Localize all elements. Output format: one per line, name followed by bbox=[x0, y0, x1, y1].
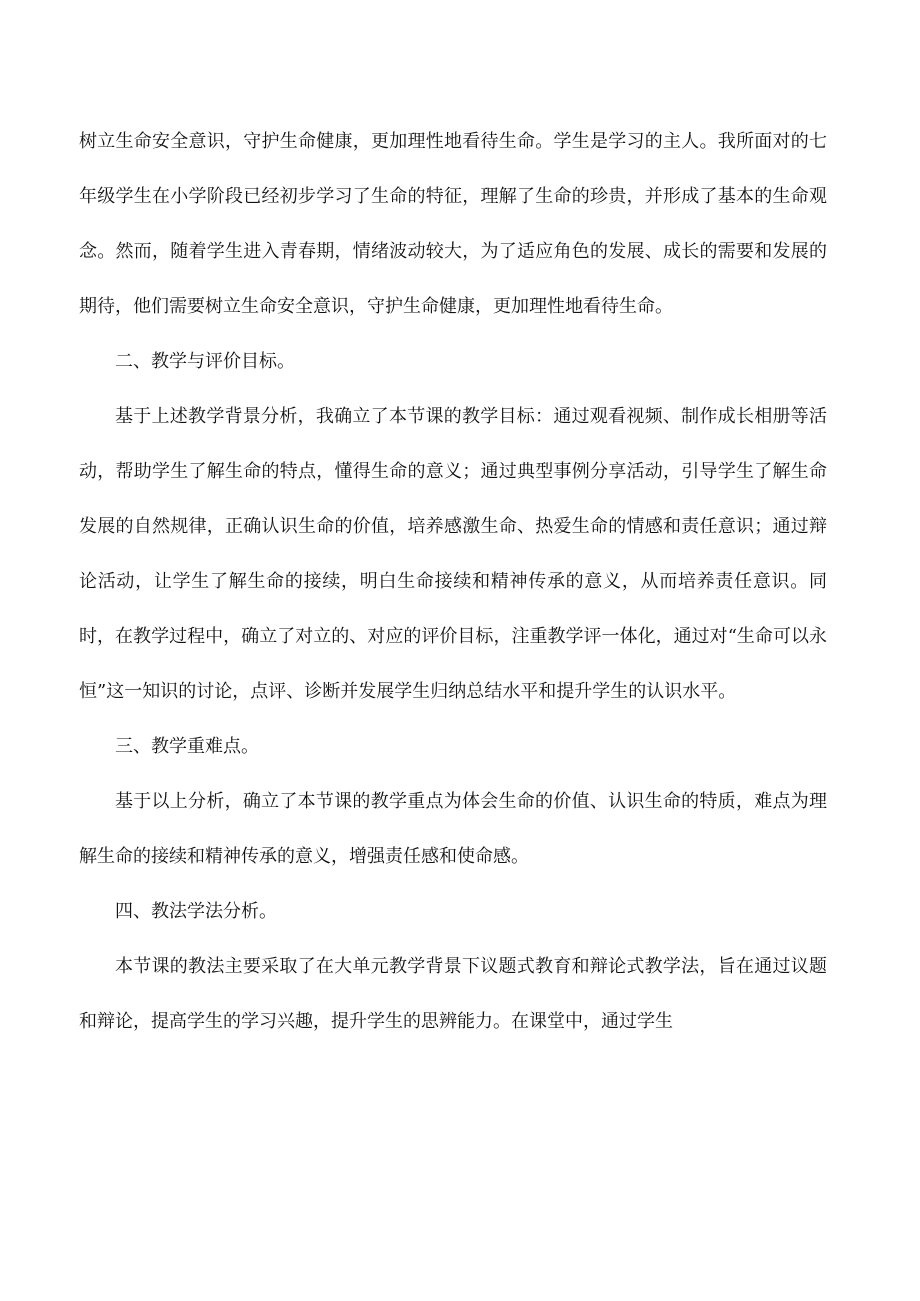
paragraph-teaching-goals: 基于上述教学背景分析，我确立了本节课的教学目标：通过观看视频、制作成长相册等活动，帮助学生了解生命的特点，懂得生命的意义；通过典型事例分享活动，引导学生了解生命发展的自然规律，正确认识生命的价值，培养感激生命、热爱生命的情感和责任意识；通过辩论活动，让学生了解生命的接续，明白生命接续和精神传承的意义，从而培养责任意识。同时，在教学过程中，确立了对立的、对应的评价目标，注重教学评一体化，通过对“生命可以永恒”这一知识的讨论，点评、诊断并发展学生归纳总结水平和提升学生的认识水平。 bbox=[79, 406, 827, 702]
paragraph-continued: 树立生命安全意识，守护生命健康，更加理性地看待生命。学生是学习的主人。我所面对的七年级学生在小学阶段已经初步学习了生命的特征，理解了生命的珍贵，并形成了基本的生命观念。然而，随着学生进入青春期，情绪波动较大，为了适应角色的发展、成长的需要和发展的期待，他们需要树立生命安全意识，守护生命健康，更加理性地看待生命。 bbox=[79, 131, 827, 317]
section-heading-teaching-goals: 二、教学与评价目标。 bbox=[115, 351, 295, 372]
paragraph-key-points: 基于以上分析，确立了本节课的教学重点为体会生命的价值、认识生命的特质，难点为理解生命的接续和精神传承的意义，增强责任感和使命感。 bbox=[79, 791, 827, 867]
paragraph-methods: 本节课的教法主要采取了在大单元教学背景下议题式教育和辩论式教学法，旨在通过议题和辩论，提高学生的学习兴趣，提升学生的思辨能力。在课堂中，通过学生 bbox=[79, 956, 827, 1032]
section-heading-key-points: 三、教学重难点。 bbox=[115, 736, 259, 757]
section-heading-methods: 四、教法学法分析。 bbox=[115, 901, 277, 922]
document-page bbox=[79, 114, 827, 1049]
